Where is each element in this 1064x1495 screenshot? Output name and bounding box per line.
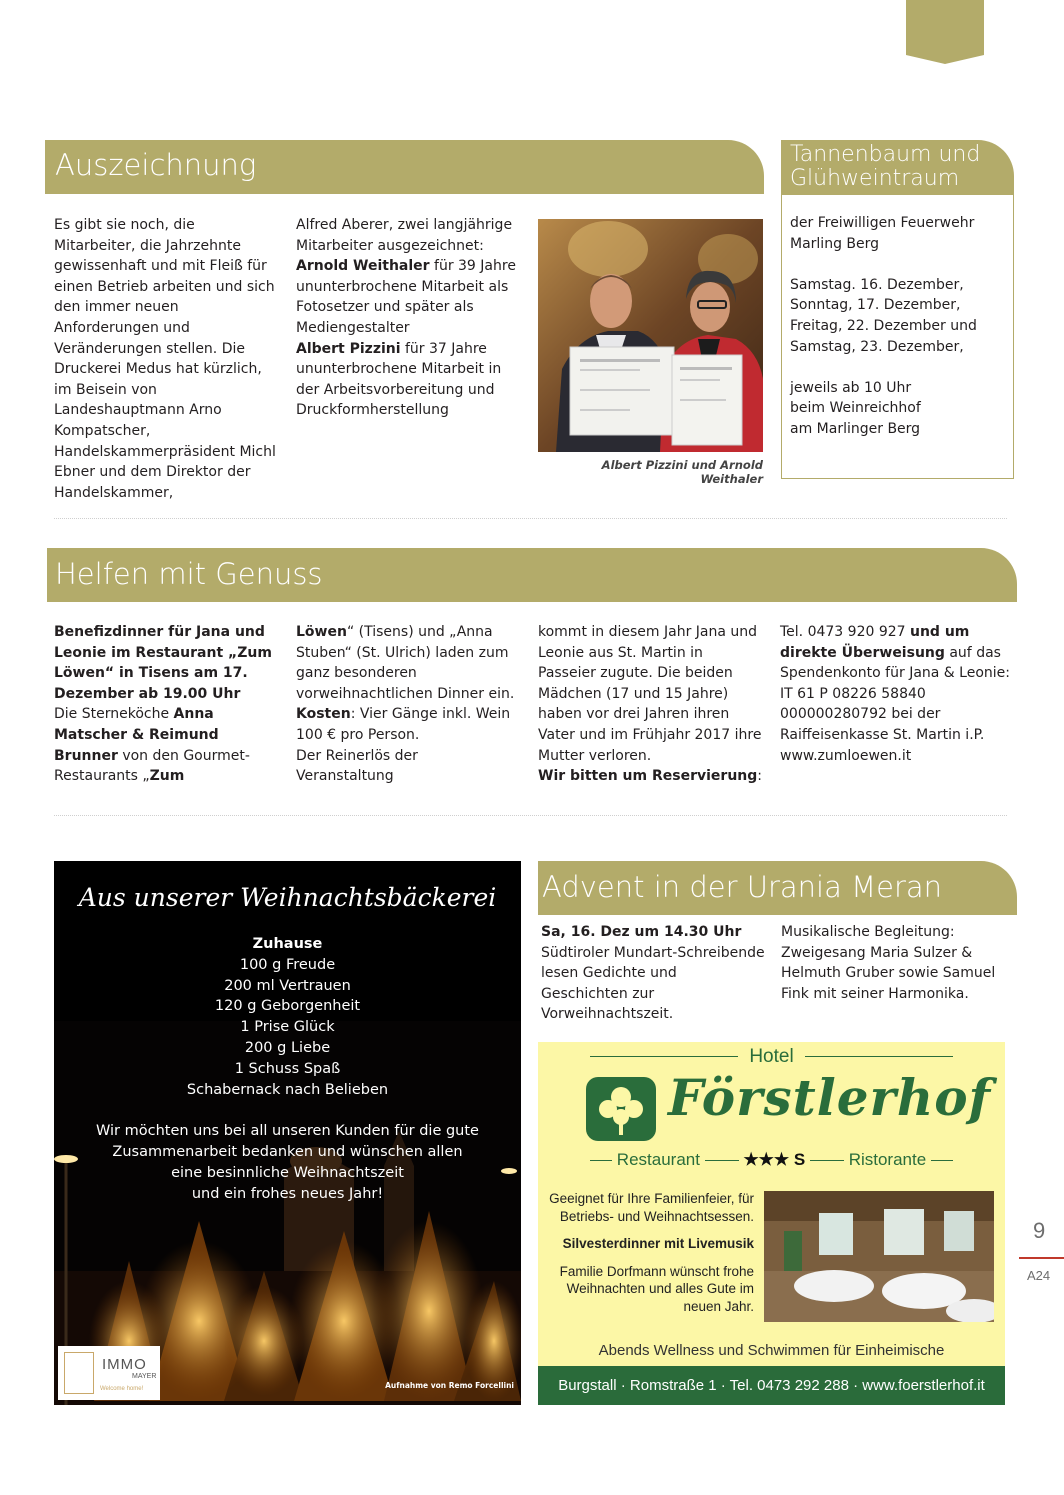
advent-date [541, 922, 765, 943]
tannenbaum-time: jeweils ab 10 Uhr [790, 379, 912, 396]
tannenbaum-text [790, 213, 1008, 440]
immo-logo-name: IMMO [102, 1356, 147, 1373]
page-number-rule [1019, 1257, 1064, 1259]
tannenbaum-date-3: Freitag, 22. Dezember und [790, 317, 977, 334]
auszeichnung-col2 [296, 215, 518, 421]
greeting-line: und ein frohes neues Jahr! [191, 1185, 384, 1202]
tannenbaum-date-1: Samstag. 16. Dezember, [790, 276, 964, 293]
auszeichnung-col2-intro: Alfred Aberer, zwei langjährige Mitarbeiter ausgezeichnet: [296, 217, 513, 254]
recipe-line: 200 g Liebe [244, 1039, 331, 1056]
hotel-info [546, 1190, 754, 1315]
leaf-icon [586, 1077, 656, 1141]
recipe-line: Schabernack nach Belieben [186, 1081, 389, 1098]
helfen-reservierung-label: Wir bitten um Reservierung [538, 768, 758, 785]
helfen-loewen-line [296, 622, 518, 704]
hotel-restaurant: Restaurant [616, 1150, 700, 1169]
immo-logo [58, 1346, 160, 1400]
helfen-web[interactable]: www.zumloewen.it [780, 747, 912, 764]
weihnacht-ad [54, 861, 521, 1405]
helfen-zum: Zum [149, 768, 185, 785]
divider [54, 815, 1007, 816]
award-photo-image [538, 219, 763, 452]
advent-col1-text: Südtiroler Mundart-Schreibende lesen Gedichte und Geschichten zur Vorweihnachtszeit. [541, 944, 765, 1023]
recipe-line: 100 g Freude [239, 956, 336, 973]
award-arnold-text: für 39 Jahre ununterbrochene Mitarbeit als Fotosetzer und später als Mediengestalter [296, 258, 516, 336]
helfen-col3-text: kommt in diesem Jahr Jana und Leonie aus St. Martin in Passeier zugute. Die beiden Mädchen (17 und 15 Jahre) haben vor drei Jahren ihren Vater und im Frühjahr 2017 ihre Mutter verloren. [538, 624, 762, 764]
auszeichnung-heading-band [45, 140, 764, 194]
award-photo-caption: Albert Pizzini und Arnold Weithaler [601, 458, 763, 486]
page-tab-marker [906, 0, 984, 64]
auszeichnung-heading: Auszeichnung [55, 148, 257, 182]
helfen-kosten-text: : Vier Gänge inkl. Wein 100 € pro Person. [296, 706, 511, 743]
page-number: 9 [1033, 1218, 1046, 1243]
divider [54, 518, 1007, 519]
person-name-albert: Albert Pizzini [296, 340, 401, 357]
helfen-col2 [296, 622, 518, 787]
auszeichnung-col1 [54, 215, 276, 503]
advent-col2 [781, 922, 1005, 1004]
hotel-room-image [764, 1191, 994, 1322]
hotel-footer [538, 1366, 1005, 1405]
recipe-line: 200 ml Vertrauen [224, 977, 351, 994]
hotel-subline [538, 1150, 1005, 1170]
advent-heading: Advent in der Urania Meran [542, 870, 943, 904]
tannenbaum-heading-line2: Glühweintraum [790, 166, 960, 191]
recipe-line: 120 g Geborgenheit [214, 998, 361, 1015]
helfen-tel: Tel. 0473 920 927 [780, 624, 910, 640]
greeting-line: Wir möchten uns bei all unseren Kunden für die gute [96, 1123, 479, 1140]
tannenbaum-heading-band [781, 140, 1014, 194]
page-code: A24 [1027, 1268, 1051, 1283]
greeting-line: Zusammenarbeit bedanken und wünschen allen [112, 1143, 463, 1160]
helfen-event-title [54, 622, 278, 704]
hotel-name: Förstlerhof [668, 1068, 992, 1127]
helfen-col2-end: Der Reinerlös der Veranstaltung [296, 747, 418, 785]
helfen-col1 [54, 622, 278, 787]
tannenbaum-organizer: der Freiwilligen Feuerwehr Marling Berg [790, 215, 975, 252]
helfen-loewen: Löwen [296, 624, 347, 640]
helfen-reservierung [538, 766, 762, 787]
recipe-line: 1 Prise Glück [240, 1019, 335, 1036]
hotel-stars: ★★★ S [743, 1150, 806, 1169]
helfen-chefs-a: Die Sterneköche [54, 706, 174, 723]
immo-logo-tag: Welcome home! [100, 1386, 144, 1392]
helfen-col4-line [780, 622, 1010, 746]
hotel-text-1: Geeignet für Ihre Familienfeier, für Betriebs- und Weihnachtsessen. [549, 1191, 754, 1224]
tannenbaum-place-2: am Marlinger Berg [790, 420, 921, 437]
advent-col1 [541, 922, 765, 1025]
hotel-kind-row [538, 1046, 1005, 1068]
weihnacht-title: Aus unserer Weihnachtsbäckerei [78, 883, 497, 912]
hotel-leaf-logo-icon [586, 1077, 656, 1141]
hotel-room-photo [764, 1191, 994, 1322]
helfen-col2-text: “ (Tisens) und „Anna Stuben“ (St. Ulrich) laden zum ganz besonderen vorweihnachtlichen Dinner ein. [296, 624, 515, 702]
helfen-chefs-b: von den Gourmet-Restaurants „ [54, 747, 250, 785]
hotel-text-3: Familie Dorfmann wünscht frohe Weihnachten und alles Gute im neuen Jahr. [559, 1263, 754, 1314]
award-albert [296, 339, 518, 421]
hotel-wellness: Abends Wellness und Schwimmen für Einheimische [598, 1342, 945, 1359]
immo-logo-sub: MAYER [132, 1373, 157, 1380]
helfen-transfer-label: und um direkte Überweisung [780, 624, 970, 661]
hotel-kind: Hotel [749, 1046, 794, 1067]
weihnacht-recipe [54, 934, 521, 1204]
hotel-ad [538, 1042, 1005, 1405]
helfen-heading: Helfen mit Genuss [55, 557, 323, 591]
helfen-event-title-text: Benefizdinner für Jana und Leonie im Restaurant „Zum Löwen“ in Tisens am 17. Dezember ab 19.00 Uhr [54, 624, 272, 702]
helfen-col3 [538, 622, 762, 787]
helfen-kosten-label: Kosten [296, 706, 351, 723]
greeting-line: eine besinnliche Weihnachtszeit [171, 1164, 404, 1181]
hotel-address: Burgstall · Romstraße 1 · Tel. 0473 292 288 · www.foerstlerhof.it [558, 1377, 985, 1394]
person-name-arnold: Arnold Weithaler [296, 258, 430, 275]
recipe-title: Zuhause [252, 936, 323, 952]
auszeichnung-col1-text: Es gibt sie noch, die Mitarbeiter, die Jahrzehnte gewissenhaft und mit Fleiß für einen Betrieb arbeiten und sich den immer neuen Anforderungen und Veränderungen stellen. Die Druckerei Medus hat kürzlich, im Beisein von Landeshauptmann Arno Kompatscher, Handelskammerpräsident Michl Ebner und dem Direktor der Handelskammer, [54, 217, 276, 501]
recipe-line: 1 Schuss Spaß [234, 1060, 341, 1077]
helfen-reservierung-colon: : [757, 768, 762, 785]
tannenbaum-date-4: Samstag, 23. Dezember, [790, 338, 964, 355]
award-arnold [296, 256, 518, 338]
door-icon [64, 1352, 94, 1394]
helfen-kosten-line [296, 704, 518, 745]
advent-col2-text: Musikalische Begleitung: Zweigesang Maria Sulzer & Helmuth Gruber sowie Samuel Fink mit seiner Harmonika. [781, 924, 996, 1002]
tannenbaum-heading-line1: Tannenbaum und [790, 142, 981, 167]
hotel-ristorante: Ristorante [848, 1150, 927, 1169]
advent-date-text: Sa, 16. Dez um 14.30 Uhr [541, 924, 742, 940]
advent-heading-band [538, 861, 1017, 915]
photo-credit: Aufnahme von Remo Forcellini [385, 1381, 514, 1390]
tannenbaum-place-1: beim Weinreichhof [790, 400, 921, 417]
helfen-bank-text: auf das Spendenkonto für Jana & Leonie: IT 61 P 08226 58840 000000280792 bei der Raiffeisenkasse St. Martin i.P. [780, 644, 1010, 743]
helfen-chefs-intro [54, 704, 278, 786]
helfen-chefs-names: Anna Matscher & Reimund Brunner [54, 706, 219, 764]
helfen-col4 [780, 622, 1010, 766]
helfen-heading-band [47, 548, 1017, 602]
tannenbaum-date-2: Sonntag, 17. Dezember, [790, 297, 961, 314]
award-photo [538, 219, 763, 452]
award-albert-text: für 37 Jahre ununterbrochene Mitarbeit in der Arbeitsvorbereitung und Druckformherstellung [296, 340, 502, 419]
hotel-text-2: Silvesterdinner mit Livemusik [562, 1236, 754, 1251]
